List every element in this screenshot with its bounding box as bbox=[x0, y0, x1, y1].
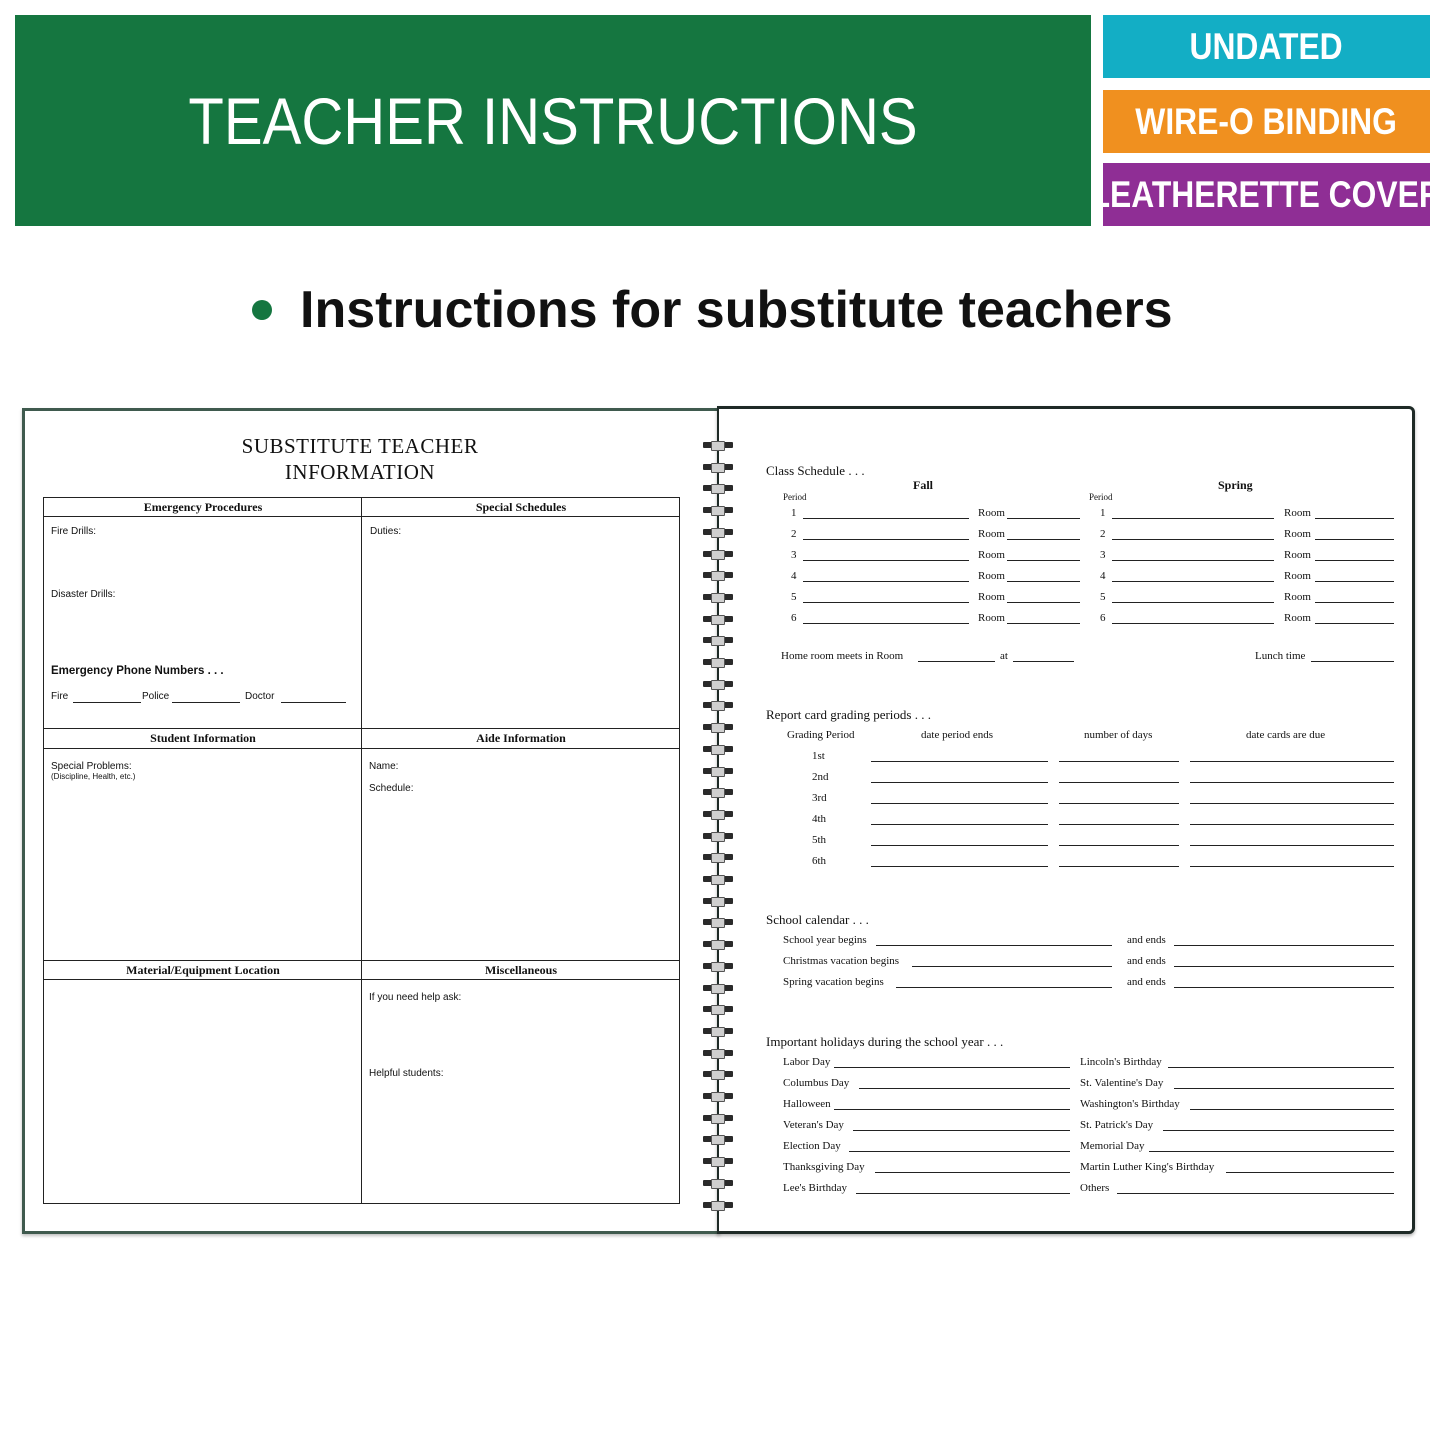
spiral-coil bbox=[703, 897, 733, 905]
spiral-coil bbox=[703, 550, 733, 558]
grading-period-label: 1st bbox=[812, 750, 825, 762]
spring-class-line bbox=[1112, 623, 1274, 624]
spiral-coil bbox=[703, 463, 733, 471]
spiral-coil bbox=[703, 940, 733, 948]
spiral-coil bbox=[703, 1179, 733, 1187]
doctor-phone-line bbox=[281, 702, 346, 703]
spring-period-number: 2 bbox=[1100, 528, 1106, 540]
calendar-ends-label: and ends bbox=[1127, 976, 1166, 988]
spiral-coil bbox=[703, 745, 733, 753]
holiday-label: Thanksgiving Day bbox=[783, 1161, 865, 1173]
helpful-students-label: Helpful students: bbox=[369, 1068, 444, 1079]
spring-heading: Spring bbox=[1218, 478, 1253, 492]
bullet-icon bbox=[252, 300, 272, 320]
cards-due-line bbox=[1190, 845, 1394, 846]
spiral-coil bbox=[703, 636, 733, 644]
page-title-line-2: INFORMATION bbox=[284, 460, 436, 484]
grading-period-label: 3rd bbox=[812, 792, 827, 804]
notebook-left-page bbox=[22, 408, 720, 1234]
spiral-coil bbox=[703, 875, 733, 883]
fall-room-label: Room bbox=[978, 507, 1005, 519]
spiral-coil bbox=[703, 680, 733, 688]
fall-period-number: 6 bbox=[791, 612, 797, 624]
holiday-label: Labor Day bbox=[783, 1056, 831, 1068]
spring-class-line bbox=[1112, 602, 1274, 603]
spiral-coil bbox=[703, 441, 733, 449]
fall-class-line bbox=[803, 623, 969, 624]
fall-period-label: Period bbox=[783, 492, 807, 502]
emergency-phone-heading: Emergency Phone Numbers . . . bbox=[51, 665, 224, 677]
holiday-line bbox=[859, 1088, 1070, 1089]
fall-room-label: Room bbox=[978, 612, 1005, 624]
fall-room-line bbox=[1007, 539, 1080, 540]
date-ends-line bbox=[871, 761, 1048, 762]
spiral-coil bbox=[703, 571, 733, 579]
holiday-label: Lee's Birthday bbox=[783, 1182, 847, 1194]
spring-class-line bbox=[1112, 581, 1274, 582]
spiral-coil bbox=[703, 484, 733, 492]
holiday-label: Others bbox=[1080, 1182, 1110, 1194]
date-ends-line bbox=[871, 866, 1048, 867]
holiday-line bbox=[1190, 1109, 1394, 1110]
holiday-label: St. Valentine's Day bbox=[1080, 1077, 1164, 1089]
fall-room-label: Room bbox=[978, 570, 1005, 582]
spiral-coil bbox=[703, 1201, 733, 1209]
cards-due-line bbox=[1190, 761, 1394, 762]
spring-room-line bbox=[1315, 602, 1394, 603]
holiday-label: Memorial Day bbox=[1080, 1140, 1145, 1152]
holiday-label: Martin Luther King's Birthday bbox=[1080, 1161, 1215, 1173]
info-grid bbox=[43, 497, 680, 1204]
spiral-coil bbox=[703, 832, 733, 840]
fall-class-line bbox=[803, 602, 969, 603]
aide-information-heading: Aide Information bbox=[476, 731, 566, 745]
student-information-heading: Student Information bbox=[150, 731, 256, 745]
number-days-line bbox=[1059, 824, 1179, 825]
report-card-heading: Report card grading periods . . . bbox=[766, 707, 931, 722]
calendar-ends-label: and ends bbox=[1127, 934, 1166, 946]
spiral-coil bbox=[703, 1070, 733, 1078]
spiral-coil bbox=[703, 810, 733, 818]
grid-divider bbox=[44, 748, 679, 749]
spiral-coil bbox=[703, 701, 733, 709]
grid-divider bbox=[44, 979, 679, 980]
holidays-heading: Important holidays during the school year . . . bbox=[766, 1034, 1004, 1049]
at-label: at bbox=[1000, 650, 1008, 662]
fall-room-line bbox=[1007, 518, 1080, 519]
class-schedule-heading: Class Schedule . . . bbox=[766, 463, 865, 478]
spring-period-number: 6 bbox=[1100, 612, 1106, 624]
calendar-begins-line bbox=[896, 987, 1112, 988]
spring-room-label: Room bbox=[1284, 507, 1311, 519]
date-ends-line bbox=[871, 782, 1048, 783]
homeroom-label: Home room meets in Room bbox=[781, 650, 904, 662]
holiday-line bbox=[1168, 1067, 1394, 1068]
date-ends-line bbox=[871, 803, 1048, 804]
holiday-line bbox=[1174, 1088, 1394, 1089]
cards-due-line bbox=[1190, 866, 1394, 867]
holiday-line bbox=[1163, 1130, 1394, 1131]
fall-class-line bbox=[803, 560, 969, 561]
spring-period-number: 1 bbox=[1100, 507, 1106, 519]
special-problems-note: (Discipline, Health, etc.) bbox=[51, 772, 136, 781]
help-ask-label: If you need help ask: bbox=[369, 992, 462, 1003]
holiday-line bbox=[1117, 1193, 1394, 1194]
fall-period-number: 2 bbox=[791, 528, 797, 540]
fall-room-line bbox=[1007, 602, 1080, 603]
page-title-line-1: SUBSTITUTE TEACHER bbox=[241, 434, 479, 458]
number-days-line bbox=[1059, 782, 1179, 783]
cards-due-line bbox=[1190, 782, 1394, 783]
spring-class-line bbox=[1112, 539, 1274, 540]
fire-drills-label: Fire Drills: bbox=[51, 526, 96, 537]
feature-text: Instructions for substitute teachers bbox=[300, 281, 1173, 339]
spring-room-label: Room bbox=[1284, 570, 1311, 582]
lunch-label: Lunch time bbox=[1255, 650, 1306, 662]
tag-leatherette-cover: LEATHERETTE COVER bbox=[1103, 163, 1430, 226]
tag-undated: UNDATED bbox=[1103, 15, 1430, 78]
header-banner bbox=[15, 15, 1091, 226]
duties-label: Duties: bbox=[370, 526, 402, 537]
fall-period-number: 5 bbox=[791, 591, 797, 603]
holiday-line bbox=[834, 1109, 1070, 1110]
grading-period-label: 2nd bbox=[812, 771, 829, 783]
report-column-header: date cards are due bbox=[1246, 729, 1326, 741]
holiday-line bbox=[1149, 1151, 1394, 1152]
spiral-coil bbox=[703, 723, 733, 731]
holiday-line bbox=[875, 1172, 1070, 1173]
grid-divider bbox=[44, 516, 679, 517]
spiral-coil bbox=[703, 1157, 733, 1165]
spring-period-label: Period bbox=[1089, 492, 1113, 502]
holiday-label: Election Day bbox=[783, 1140, 841, 1152]
number-days-line bbox=[1059, 845, 1179, 846]
calendar-ends-label: and ends bbox=[1127, 955, 1166, 967]
calendar-ends-line bbox=[1174, 987, 1394, 988]
fall-class-line bbox=[803, 539, 969, 540]
fire-phone-line bbox=[73, 702, 141, 703]
spiral-coil bbox=[703, 658, 733, 666]
grading-period-label: 4th bbox=[812, 813, 827, 825]
spiral-coil bbox=[703, 984, 733, 992]
doctor-phone-label: Doctor bbox=[245, 691, 275, 702]
cards-due-line bbox=[1190, 824, 1394, 825]
calendar-label: Christmas vacation begins bbox=[783, 955, 900, 967]
report-column-header: Grading Period bbox=[787, 729, 855, 741]
holiday-line bbox=[849, 1151, 1070, 1152]
at-line bbox=[1013, 661, 1074, 662]
fall-period-number: 1 bbox=[791, 507, 797, 519]
spiral-coil bbox=[703, 788, 733, 796]
spiral-coil bbox=[703, 1005, 733, 1013]
number-days-line bbox=[1059, 803, 1179, 804]
fall-class-line bbox=[803, 581, 969, 582]
spring-room-label: Room bbox=[1284, 528, 1311, 540]
spiral-coil bbox=[703, 615, 733, 623]
spring-room-label: Room bbox=[1284, 549, 1311, 561]
special-schedules-heading: Special Schedules bbox=[475, 500, 567, 514]
spiral-coil bbox=[703, 1135, 733, 1143]
spiral-coil bbox=[703, 918, 733, 926]
spring-period-number: 3 bbox=[1100, 549, 1106, 561]
spiral-coil bbox=[703, 593, 733, 601]
spring-room-line bbox=[1315, 539, 1394, 540]
holiday-label: Columbus Day bbox=[783, 1077, 850, 1089]
spring-period-number: 5 bbox=[1100, 591, 1106, 603]
lunch-line bbox=[1311, 661, 1394, 662]
spring-room-label: Room bbox=[1284, 591, 1311, 603]
aide-schedule-label: Schedule: bbox=[369, 783, 414, 794]
holiday-line bbox=[853, 1130, 1070, 1131]
spiral-coil bbox=[703, 1027, 733, 1035]
police-phone-line bbox=[172, 702, 240, 703]
date-ends-line bbox=[871, 845, 1048, 846]
number-days-line bbox=[1059, 866, 1179, 867]
fall-room-label: Room bbox=[978, 591, 1005, 603]
holiday-label: Veteran's Day bbox=[783, 1119, 844, 1131]
page-title bbox=[185, 433, 535, 485]
special-problems-label: Special Problems: bbox=[51, 761, 132, 772]
fall-period-number: 3 bbox=[791, 549, 797, 561]
number-days-line bbox=[1059, 761, 1179, 762]
spring-room-line bbox=[1315, 623, 1394, 624]
fall-heading: Fall bbox=[913, 478, 933, 492]
calendar-ends-line bbox=[1174, 966, 1394, 967]
grading-period-label: 6th bbox=[812, 855, 827, 867]
spring-class-line bbox=[1112, 518, 1274, 519]
spiral-coil bbox=[703, 506, 733, 514]
spring-period-number: 4 bbox=[1100, 570, 1106, 582]
police-phone-label: Police bbox=[142, 691, 170, 702]
spiral-coil bbox=[703, 1049, 733, 1057]
holiday-line bbox=[834, 1067, 1070, 1068]
fall-period-number: 4 bbox=[791, 570, 797, 582]
holiday-label: Lincoln's Birthday bbox=[1080, 1056, 1162, 1068]
spring-room-line bbox=[1315, 560, 1394, 561]
emergency-procedures-heading: Emergency Procedures bbox=[143, 500, 263, 514]
fall-room-line bbox=[1007, 623, 1080, 624]
cards-due-line bbox=[1190, 803, 1394, 804]
spiral-coil bbox=[703, 1114, 733, 1122]
calendar-begins-line bbox=[912, 966, 1112, 967]
fall-room-line bbox=[1007, 560, 1080, 561]
fall-room-label: Room bbox=[978, 528, 1005, 540]
report-column-header: number of days bbox=[1084, 729, 1153, 741]
aide-name-label: Name: bbox=[369, 761, 399, 772]
spiral-coil bbox=[703, 528, 733, 536]
holiday-label: St. Patrick's Day bbox=[1080, 1119, 1154, 1131]
tag-wire-o-binding: WIRE-O BINDING bbox=[1103, 90, 1430, 153]
fall-room-label: Room bbox=[978, 549, 1005, 561]
calendar-ends-line bbox=[1174, 945, 1394, 946]
spiral-coil bbox=[703, 1092, 733, 1100]
report-column-header: date period ends bbox=[921, 729, 994, 741]
homeroom-line bbox=[918, 661, 995, 662]
grid-divider bbox=[361, 498, 362, 1203]
grading-period-label: 5th bbox=[812, 834, 827, 846]
calendar-begins-line bbox=[876, 945, 1112, 946]
fire-phone-label: Fire bbox=[51, 691, 69, 702]
school-calendar-heading: School calendar . . . bbox=[766, 912, 869, 927]
notebook-right-page bbox=[717, 406, 1415, 1234]
spiral-coil bbox=[703, 962, 733, 970]
material-equipment-heading: Material/Equipment Location bbox=[126, 963, 280, 977]
fall-room-line bbox=[1007, 581, 1080, 582]
spring-room-label: Room bbox=[1284, 612, 1311, 624]
date-ends-line bbox=[871, 824, 1048, 825]
fall-class-line bbox=[803, 518, 969, 519]
banner-title: TEACHER INSTRUCTIONS bbox=[188, 83, 918, 158]
miscellaneous-heading: Miscellaneous bbox=[485, 963, 557, 977]
calendar-label: Spring vacation begins bbox=[783, 976, 884, 988]
spring-room-line bbox=[1315, 518, 1394, 519]
holiday-line bbox=[1226, 1172, 1394, 1173]
holiday-label: Washington's Birthday bbox=[1080, 1098, 1180, 1110]
spiral-coil bbox=[703, 853, 733, 861]
disaster-drills-label: Disaster Drills: bbox=[51, 589, 116, 600]
calendar-label: School year begins bbox=[783, 934, 867, 946]
holiday-line bbox=[856, 1193, 1070, 1194]
spring-class-line bbox=[1112, 560, 1274, 561]
holiday-label: Halloween bbox=[783, 1098, 831, 1110]
spiral-coil bbox=[703, 767, 733, 775]
spring-room-line bbox=[1315, 581, 1394, 582]
